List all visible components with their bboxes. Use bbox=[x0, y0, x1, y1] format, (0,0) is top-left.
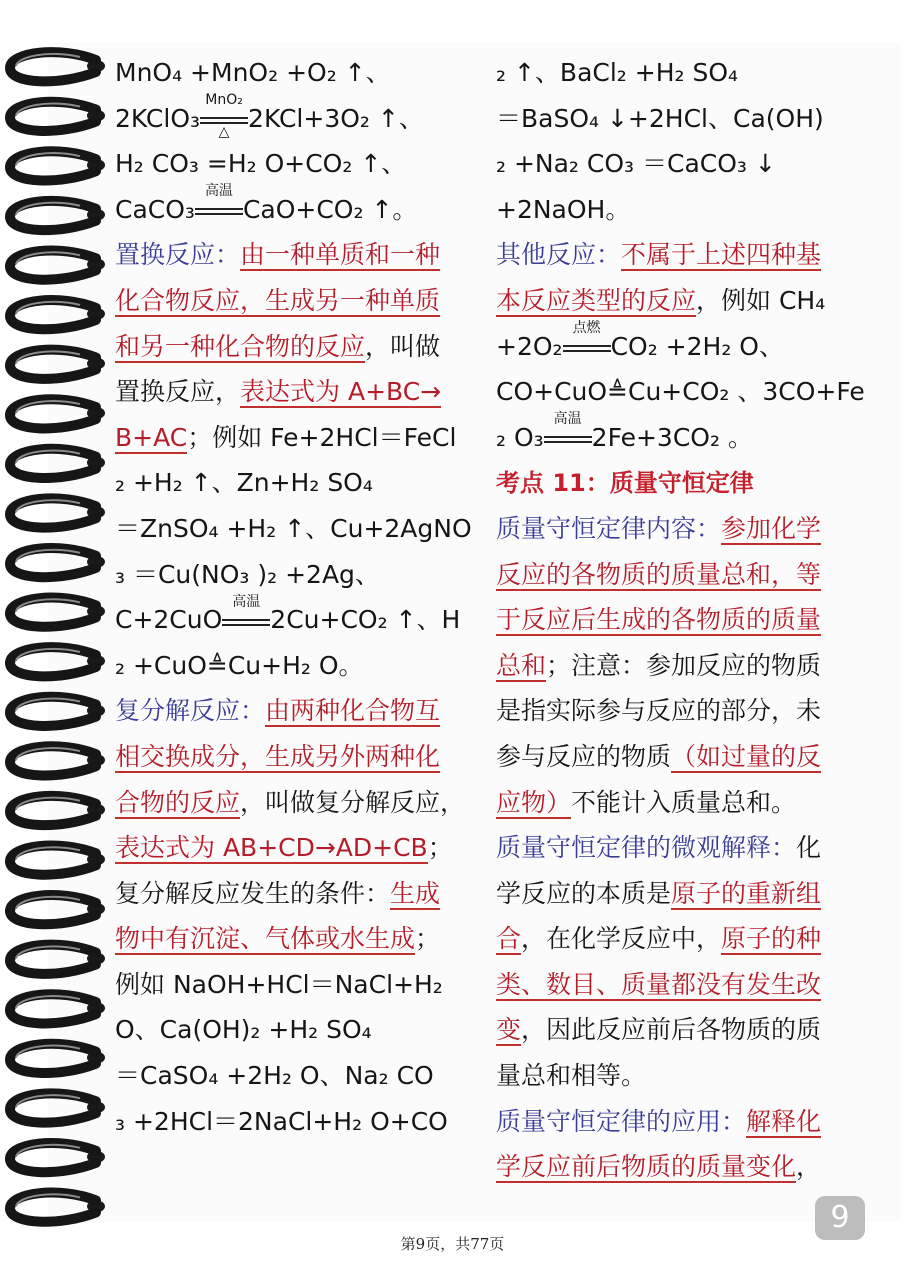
body-text: ；注意：参加反应的物质 bbox=[546, 650, 822, 680]
text-line bbox=[496, 962, 864, 1008]
text-line bbox=[115, 643, 485, 689]
binding-ring bbox=[10, 1143, 96, 1172]
reaction-condition: MnO₂ bbox=[205, 92, 243, 109]
text-line bbox=[496, 1144, 864, 1190]
reaction-condition: 高温 bbox=[232, 593, 261, 610]
body-text: 化 bbox=[796, 833, 822, 863]
equation-text: C+2CuO bbox=[115, 605, 223, 635]
reaction-arrow bbox=[222, 593, 270, 626]
definition-text: 由一种单质和一种 bbox=[240, 240, 441, 270]
binding-ring bbox=[10, 102, 96, 131]
body-text: 学反应的本质是 bbox=[496, 878, 672, 908]
text-line bbox=[496, 825, 864, 871]
text-line bbox=[496, 734, 864, 780]
page-footer: 第9页，共77页 bbox=[400, 1235, 505, 1253]
equation-text: ₂ +H₂ ↑、Zn+H₂ SO₄ bbox=[115, 468, 373, 498]
text-line bbox=[115, 825, 485, 871]
binding-ring bbox=[10, 151, 96, 180]
reaction-condition: 高温 bbox=[553, 411, 582, 428]
definition-text: 生成 bbox=[390, 878, 441, 908]
definition-text: 原子的重新组 bbox=[671, 878, 822, 908]
binding-ring bbox=[10, 498, 96, 527]
reaction-arrow bbox=[195, 183, 243, 215]
binding-ring bbox=[10, 647, 96, 676]
equation-text: 2KClO₃ bbox=[115, 103, 201, 133]
definition-text: 参加化学 bbox=[721, 513, 822, 543]
definition-text: 学反应前后物质的质量变化 bbox=[496, 1152, 797, 1182]
reaction-arrow bbox=[200, 92, 248, 141]
text-line bbox=[496, 916, 864, 962]
equation-text: ；例如 Fe+2HCl＝FeCl bbox=[187, 422, 457, 452]
binding-ring bbox=[10, 201, 96, 230]
equation-text: CO+CuO≜Cu+CO₂ 、3CO+Fe bbox=[496, 377, 865, 407]
term-label: 置换反应： bbox=[115, 240, 241, 270]
heat-symbol: △ bbox=[218, 124, 230, 141]
text-line bbox=[496, 411, 864, 461]
text-line bbox=[496, 780, 864, 826]
spiral-binding bbox=[0, 40, 120, 1230]
definition-text: 原子的种 bbox=[721, 924, 822, 954]
text-line bbox=[115, 232, 485, 278]
text-line bbox=[115, 183, 485, 233]
equation-text: CO₂ +2H₂ O、 bbox=[610, 331, 784, 361]
definition-text: 物中有沉淀、气体或水生成 bbox=[115, 924, 416, 954]
definition-text: 表达式为 A+BC→ bbox=[240, 377, 442, 407]
text-line bbox=[496, 96, 864, 142]
text-line bbox=[115, 916, 485, 962]
reaction-condition: 高温 bbox=[204, 183, 233, 200]
binding-ring bbox=[10, 845, 96, 874]
body-text: 参与反应的物质 bbox=[496, 741, 672, 771]
text-line bbox=[115, 506, 485, 552]
body-text: ，叫做复分解反应， bbox=[240, 787, 466, 817]
section-heading-line bbox=[496, 460, 864, 506]
definition-text: 合物的反应 bbox=[115, 787, 241, 817]
text-line bbox=[496, 643, 864, 689]
text-line bbox=[115, 871, 485, 917]
equation-text: +2NaOH。 bbox=[496, 194, 631, 224]
text-line bbox=[115, 552, 485, 598]
definition-text: 总和 bbox=[496, 650, 547, 680]
left-column bbox=[115, 50, 485, 1144]
text-line bbox=[115, 780, 485, 826]
text-line bbox=[496, 141, 864, 187]
equation-text: ＝BaSO₄ ↓+2HCl、Ca(OH) bbox=[496, 103, 824, 133]
definition-text: B+AC bbox=[115, 422, 188, 452]
binding-ring bbox=[10, 895, 96, 924]
definition-text: 解释化 bbox=[746, 1106, 822, 1136]
binding-ring bbox=[10, 350, 96, 379]
text-line bbox=[115, 369, 485, 415]
equation-text: ＝CaSO₄ +2H₂ O、Na₂ CO bbox=[115, 1061, 434, 1091]
body-text: 置换反应， bbox=[115, 377, 241, 407]
text-line bbox=[115, 734, 485, 780]
text-line bbox=[496, 50, 864, 96]
binding-ring bbox=[10, 945, 96, 974]
binding-ring bbox=[10, 994, 96, 1023]
binding-ring bbox=[10, 1044, 96, 1073]
text-line bbox=[496, 597, 864, 643]
equation-text: 2Cu+CO₂ ↑、H bbox=[270, 605, 461, 635]
binding-ring bbox=[10, 300, 96, 329]
body-text: ； bbox=[427, 833, 453, 863]
equation-text: 2Fe+3CO₂ 。 bbox=[591, 422, 753, 452]
body-text: 量总和相等。 bbox=[496, 1061, 647, 1091]
binding-ring bbox=[10, 1193, 96, 1222]
text-line bbox=[496, 552, 864, 598]
text-line bbox=[496, 1099, 864, 1145]
term-label: 质量守恒定律的应用： bbox=[496, 1106, 747, 1136]
definition-text: 变 bbox=[496, 1015, 522, 1045]
reaction-arrow bbox=[563, 320, 611, 352]
definition-text: （如过量的反 bbox=[671, 741, 822, 771]
equation-text: CaO+CO₂ ↑。 bbox=[242, 194, 418, 224]
text-line bbox=[115, 50, 485, 96]
text-line bbox=[115, 460, 485, 506]
body-text: 复分解反应发生的条件： bbox=[115, 878, 391, 908]
equation-text: H₂ CO₃ =H₂ O+CO₂ ↑、 bbox=[115, 149, 407, 179]
equation-text: +2O₂ bbox=[496, 331, 563, 361]
equation-text: ₃ +2HCl＝2NaCl+H₂ O+CO bbox=[115, 1106, 448, 1136]
reaction-condition: 点燃 bbox=[572, 320, 601, 337]
text-line bbox=[496, 278, 864, 324]
definition-text: 合 bbox=[496, 924, 522, 954]
equation-text: ₂ O₃ bbox=[496, 422, 544, 452]
equation-text: ₂ +CuO≜Cu+H₂ O。 bbox=[115, 650, 364, 680]
equation-text: MnO₄ +MnO₂ +O₂ ↑、 bbox=[115, 58, 391, 87]
definition-text: 应物） bbox=[496, 787, 572, 817]
text-line bbox=[496, 320, 864, 370]
equation-text: CaCO₃ bbox=[115, 194, 195, 224]
text-line bbox=[115, 688, 485, 734]
binding-ring bbox=[10, 548, 96, 577]
binding-ring bbox=[10, 1093, 96, 1122]
right-column bbox=[496, 50, 864, 1190]
binding-ring bbox=[10, 250, 96, 279]
definition-text: 反应的各物质的质量总和，等 bbox=[496, 559, 822, 589]
definition-text: 化合物反应，生成另一种单质 bbox=[115, 285, 441, 315]
binding-ring bbox=[10, 399, 96, 428]
definition-text: 于反应后生成的各物质的质量 bbox=[496, 605, 822, 635]
equation-text: ₂ ↑、BaCl₂ +H₂ SO₄ bbox=[496, 58, 739, 87]
text-line bbox=[496, 506, 864, 552]
text-line bbox=[496, 1007, 864, 1053]
equation-text: ₃ ＝Cu(NO₃ )₂ +2Ag、 bbox=[115, 559, 380, 589]
text-line bbox=[115, 1099, 485, 1145]
body-text: ； bbox=[415, 924, 441, 954]
body-text: 不能计入质量总和。 bbox=[571, 787, 797, 817]
section-heading: 考点 11：质量守恒定律 bbox=[496, 469, 754, 498]
page-number-badge: 9 bbox=[815, 1196, 865, 1240]
binding-ring bbox=[10, 598, 96, 627]
binding-ring bbox=[10, 796, 96, 825]
binding-ring bbox=[10, 449, 96, 478]
equation-text: O、Ca(OH)₂ +H₂ SO₄ bbox=[115, 1015, 372, 1045]
text-line bbox=[115, 962, 485, 1008]
definition-text: 和另一种化合物的反应 bbox=[115, 331, 366, 361]
equation-text: 2KCl+3O₂ ↑、 bbox=[248, 103, 424, 133]
term-label: 质量守恒定律内容： bbox=[496, 513, 722, 543]
equation-text: 例如 NaOH+HCl＝NaCl+H₂ bbox=[115, 969, 443, 999]
binding-ring bbox=[10, 746, 96, 775]
definition-text: 相交换成分，生成另外两种化 bbox=[115, 741, 441, 771]
term-label: 其他反应： bbox=[496, 240, 622, 270]
equation-text: ₂ +Na₂ CO₃ ＝CaCO₃ ↓ bbox=[496, 149, 776, 179]
binding-ring bbox=[10, 52, 96, 81]
text-line bbox=[496, 1053, 864, 1099]
text-line bbox=[115, 593, 485, 643]
text-line bbox=[496, 871, 864, 917]
text-line bbox=[115, 278, 485, 324]
term-label: 复分解反应： bbox=[115, 696, 266, 726]
reaction-arrow bbox=[544, 411, 592, 443]
text-line bbox=[115, 92, 485, 142]
text-line bbox=[115, 1053, 485, 1099]
text-line bbox=[496, 232, 864, 278]
binding-ring bbox=[10, 697, 96, 726]
body-text: ，叫做 bbox=[365, 331, 441, 361]
definition-text: 类、数目、质量都没有发生改 bbox=[496, 969, 822, 999]
term-label: 质量守恒定律的微观解释： bbox=[496, 833, 797, 863]
equation-text: ＝ZnSO₄ +H₂ ↑、Cu+2AgNO bbox=[115, 513, 472, 543]
body-text: ，因此反应前后各物质的质 bbox=[521, 1015, 822, 1045]
text-line bbox=[115, 415, 485, 461]
text-line bbox=[115, 324, 485, 370]
definition-text: 由两种化合物互 bbox=[265, 696, 441, 726]
definition-text: 表达式为 AB+CD→AD+CB bbox=[115, 833, 428, 863]
body-text: 是指实际参与反应的部分，未 bbox=[496, 696, 822, 726]
definition-text: 不属于上述四种基 bbox=[621, 240, 822, 270]
text-line bbox=[496, 688, 864, 734]
text-line bbox=[496, 369, 864, 415]
definition-text: 本反应类型的反应 bbox=[496, 285, 697, 315]
text-line bbox=[496, 187, 864, 233]
body-text: ，例如 CH₄ bbox=[696, 285, 826, 315]
body-text: ，在化学反应中， bbox=[521, 924, 722, 954]
text-line bbox=[115, 1007, 485, 1053]
body-text: ， bbox=[796, 1152, 822, 1182]
text-line bbox=[115, 141, 485, 187]
